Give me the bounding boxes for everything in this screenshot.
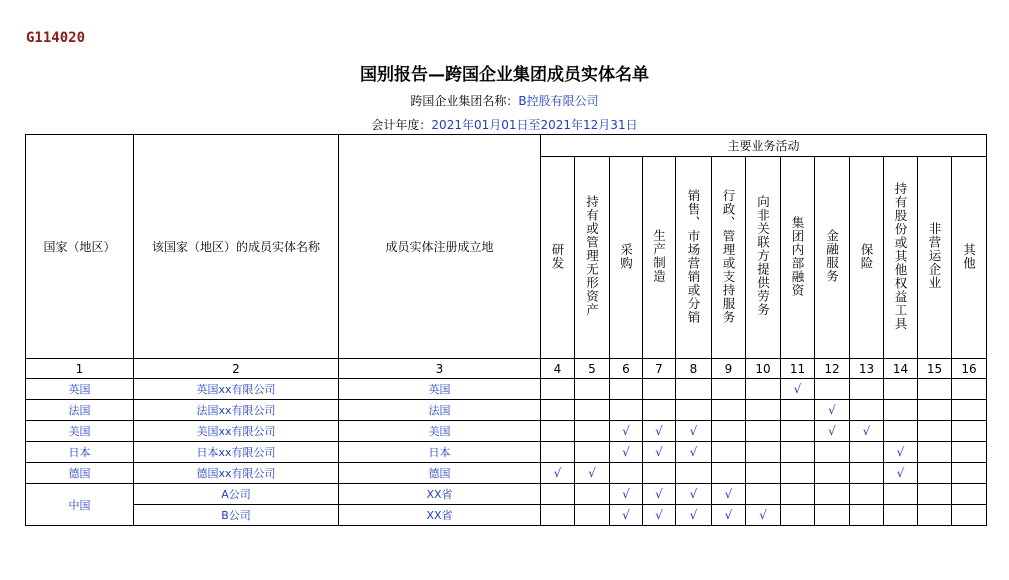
empty-cell <box>850 484 884 505</box>
empty-cell <box>643 400 676 421</box>
header-activity-label: 持有股份或其他权益工具 <box>893 181 908 331</box>
table-row <box>26 505 987 526</box>
empty-cell <box>850 400 884 421</box>
column-number: 9 <box>712 359 746 379</box>
empty-cell <box>643 463 676 484</box>
header-activity-9 <box>712 157 746 359</box>
cell-registration-place: 英国 <box>339 379 541 400</box>
header-activity-label: 生产制造 <box>651 229 667 283</box>
cell-entity-name: B公司 <box>134 505 339 526</box>
check-mark-icon: √ <box>643 421 676 442</box>
empty-cell <box>918 400 952 421</box>
check-mark-icon: √ <box>676 484 712 505</box>
empty-cell <box>575 442 610 463</box>
empty-cell <box>746 442 781 463</box>
empty-cell <box>918 421 952 442</box>
header-activity-10 <box>746 157 781 359</box>
check-mark-icon: √ <box>643 505 676 526</box>
empty-cell <box>884 505 918 526</box>
cell-entity-name: 美国xx有限公司 <box>134 421 339 442</box>
empty-cell <box>575 421 610 442</box>
empty-cell <box>610 379 643 400</box>
header-activity-6 <box>610 157 643 359</box>
check-mark-icon: √ <box>850 421 884 442</box>
column-number: 13 <box>850 359 884 379</box>
fiscal-year-line <box>0 116 1009 133</box>
check-mark-icon: √ <box>884 463 918 484</box>
cell-registration-place: 法国 <box>339 400 541 421</box>
header-activity-14 <box>884 157 918 359</box>
check-mark-icon: √ <box>541 463 575 484</box>
cell-country: 日本 <box>26 442 134 463</box>
group-name-label: 跨国企业集团名称： <box>410 94 519 108</box>
empty-cell <box>815 505 850 526</box>
check-mark-icon: √ <box>781 379 815 400</box>
empty-cell <box>712 442 746 463</box>
empty-cell <box>575 505 610 526</box>
empty-cell <box>712 379 746 400</box>
check-mark-icon: √ <box>610 442 643 463</box>
check-mark-icon: √ <box>610 484 643 505</box>
header-activity-12 <box>815 157 850 359</box>
check-mark-icon: √ <box>643 442 676 463</box>
header-activity-11 <box>781 157 815 359</box>
empty-cell <box>952 484 987 505</box>
column-number: 11 <box>781 359 815 379</box>
empty-cell <box>952 400 987 421</box>
column-number: 5 <box>575 359 610 379</box>
header-activity-label: 其他 <box>961 242 977 270</box>
check-mark-icon: √ <box>676 442 712 463</box>
header-activity-label: 保险 <box>859 242 874 270</box>
empty-cell <box>850 505 884 526</box>
header-activity-13 <box>850 157 884 359</box>
empty-cell <box>676 400 712 421</box>
form-code: G114020 <box>26 30 86 46</box>
cell-registration-place: 德国 <box>339 463 541 484</box>
column-number: 6 <box>610 359 643 379</box>
column-number: 16 <box>952 359 987 379</box>
empty-cell <box>746 400 781 421</box>
cell-entity-name: 德国xx有限公司 <box>134 463 339 484</box>
column-number: 4 <box>541 359 575 379</box>
header-activity-label: 研发 <box>550 242 565 270</box>
empty-cell <box>746 463 781 484</box>
empty-cell <box>712 400 746 421</box>
report-title: 国别报告—跨国企业集团成员实体名单 <box>360 65 649 85</box>
empty-cell <box>815 379 850 400</box>
empty-cell <box>781 505 815 526</box>
empty-cell <box>541 442 575 463</box>
empty-cell <box>746 379 781 400</box>
table-row <box>26 442 987 463</box>
header-activity-8 <box>676 157 712 359</box>
empty-cell <box>781 463 815 484</box>
empty-cell <box>918 463 952 484</box>
column-number: 3 <box>339 359 541 379</box>
empty-cell <box>815 463 850 484</box>
check-mark-icon: √ <box>884 442 918 463</box>
header-activity-label: 销售、市场营销或分销 <box>686 188 701 324</box>
empty-cell <box>850 379 884 400</box>
empty-cell <box>541 379 575 400</box>
empty-cell <box>952 463 987 484</box>
check-mark-icon: √ <box>575 463 610 484</box>
column-number: 2 <box>134 359 339 379</box>
column-number: 8 <box>676 359 712 379</box>
header-entity-name: 该国家（地区）的成员实体名称 <box>134 135 339 359</box>
check-mark-icon: √ <box>815 400 850 421</box>
column-number: 14 <box>884 359 918 379</box>
table-row <box>26 463 987 484</box>
cell-registration-place: 美国 <box>339 421 541 442</box>
empty-cell <box>712 463 746 484</box>
empty-cell <box>918 379 952 400</box>
empty-cell <box>541 505 575 526</box>
check-mark-icon: √ <box>676 421 712 442</box>
header-activity-label: 持有或管理无形资产 <box>584 195 600 317</box>
check-mark-icon: √ <box>610 421 643 442</box>
check-mark-icon: √ <box>746 505 781 526</box>
empty-cell <box>676 463 712 484</box>
empty-cell <box>781 484 815 505</box>
table-row <box>26 484 987 505</box>
cell-registration-place: 日本 <box>339 442 541 463</box>
header-main-activities: 主要业务活动 <box>541 135 987 157</box>
entity-list-table <box>25 134 987 526</box>
cell-entity-name: 日本xx有限公司 <box>134 442 339 463</box>
empty-cell <box>918 442 952 463</box>
empty-cell <box>850 463 884 484</box>
empty-cell <box>781 400 815 421</box>
table-row <box>26 400 987 421</box>
empty-cell <box>918 505 952 526</box>
column-number: 7 <box>643 359 676 379</box>
header-registration-place: 成员实体注册成立地 <box>339 135 541 359</box>
header-activity-7 <box>643 157 676 359</box>
cell-country: 法国 <box>26 400 134 421</box>
empty-cell <box>952 379 987 400</box>
group-name-value: B控股有限公司 <box>518 94 599 108</box>
group-name-line <box>0 92 1009 109</box>
table-row <box>26 421 987 442</box>
check-mark-icon: √ <box>676 505 712 526</box>
cell-country: 英国 <box>26 379 134 400</box>
cell-country: 中国 <box>26 484 134 526</box>
cell-country: 美国 <box>26 421 134 442</box>
empty-cell <box>850 442 884 463</box>
header-activity-label: 非营运企业 <box>927 222 942 290</box>
fiscal-year-label: 会计年度： <box>371 118 432 132</box>
header-activity-label: 向非关联方提供劳务 <box>755 195 771 317</box>
header-activity-16 <box>952 157 987 359</box>
check-mark-icon: √ <box>712 484 746 505</box>
cell-registration-place: XX省 <box>339 505 541 526</box>
header-country: 国家（地区） <box>26 135 134 359</box>
column-number: 10 <box>746 359 781 379</box>
empty-cell <box>746 421 781 442</box>
empty-cell <box>676 379 712 400</box>
fiscal-year-value: 2021年01月01日至2021年12月31日 <box>431 118 638 132</box>
empty-cell <box>575 400 610 421</box>
cell-entity-name: 英国xx有限公司 <box>134 379 339 400</box>
check-mark-icon: √ <box>712 505 746 526</box>
empty-cell <box>712 421 746 442</box>
empty-cell <box>575 379 610 400</box>
header-activity-label: 集团内部融资 <box>790 215 805 297</box>
cell-country: 德国 <box>26 463 134 484</box>
cell-registration-place: XX省 <box>339 484 541 505</box>
empty-cell <box>610 400 643 421</box>
empty-cell <box>815 484 850 505</box>
empty-cell <box>884 379 918 400</box>
header-activity-4 <box>541 157 575 359</box>
cell-entity-name: 法国xx有限公司 <box>134 400 339 421</box>
empty-cell <box>643 379 676 400</box>
empty-cell <box>541 421 575 442</box>
empty-cell <box>884 421 918 442</box>
column-number: 12 <box>815 359 850 379</box>
column-number: 1 <box>26 359 134 379</box>
empty-cell <box>884 400 918 421</box>
empty-cell <box>952 505 987 526</box>
header-activity-5 <box>575 157 610 359</box>
empty-cell <box>781 442 815 463</box>
check-mark-icon: √ <box>610 505 643 526</box>
empty-cell <box>815 442 850 463</box>
empty-cell <box>541 484 575 505</box>
header-activity-label: 采购 <box>618 242 634 270</box>
empty-cell <box>918 484 952 505</box>
empty-cell <box>541 400 575 421</box>
cell-entity-name: A公司 <box>134 484 339 505</box>
empty-cell <box>781 421 815 442</box>
header-activity-label: 金融服务 <box>824 229 840 283</box>
check-mark-icon: √ <box>643 484 676 505</box>
check-mark-icon: √ <box>815 421 850 442</box>
empty-cell <box>884 484 918 505</box>
empty-cell <box>952 421 987 442</box>
header-activity-label: 行政、管理或支持服务 <box>721 188 736 324</box>
empty-cell <box>610 463 643 484</box>
table-row <box>26 379 987 400</box>
column-number: 15 <box>918 359 952 379</box>
header-activity-15 <box>918 157 952 359</box>
empty-cell <box>746 484 781 505</box>
empty-cell <box>575 484 610 505</box>
empty-cell <box>952 442 987 463</box>
